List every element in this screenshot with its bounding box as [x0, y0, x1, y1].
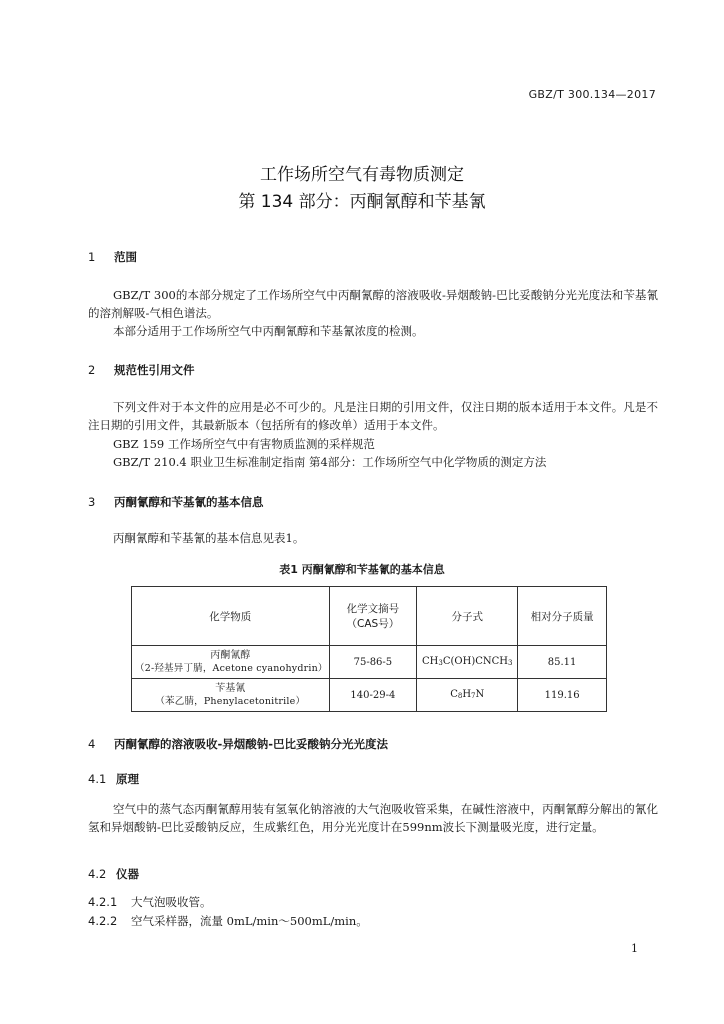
section-title: 丙酮氰醇和苄基氰的基本信息	[114, 495, 264, 509]
section-number: 4	[88, 737, 96, 751]
page-number: 1	[631, 942, 638, 955]
table-caption: 表1 丙酮氰醇和苄基氰的基本信息	[279, 563, 445, 576]
section-3-heading	[88, 494, 264, 510]
col-header-cas-line2: （CAS号）	[346, 618, 400, 630]
cell-molecular-weight: 85.11	[518, 646, 607, 679]
reference-gbz-t-210-4: GBZ/T 210.4 职业卫生标准制定指南 第4部分：工作场所空气中化学物质的测定方法	[113, 455, 547, 469]
section-number: 2	[88, 363, 96, 377]
section-4-1-paragraph: 空气中的蒸气态丙酮氰醇用装有氢氧化钠溶液的大气泡吸收管采集，在碱性溶液中，丙酮氰醇分解出的氰化氢和异烟酸钠-巴比妥酸钠反应，生成紫红色，用分光光度计在599nm波长下测量吸光度，进行定量。	[88, 802, 658, 834]
substance-name: 苄基氰	[215, 683, 246, 694]
reference-gbz-159: GBZ 159 工作场所空气中有害物质监测的采样规范	[113, 437, 375, 451]
col-header-formula: 分子式	[417, 587, 518, 646]
table-row	[132, 679, 607, 712]
section-number: 4.1	[88, 772, 107, 786]
substance-alias: （2-羟基异丁腈，Acetone cyanohydrin）	[135, 663, 328, 674]
clause-4-2-1	[88, 894, 212, 910]
document-title: 工作场所空气有毒物质测定	[260, 165, 464, 185]
section-1-paragraph-2: 本部分适用于工作场所空气中丙酮氰醇和苄基氰浓度的检测。	[113, 324, 424, 338]
cell-formula	[417, 646, 518, 679]
table-header-row	[132, 587, 607, 646]
section-number: 3	[88, 495, 96, 509]
cell-cas: 140-29-4	[329, 679, 417, 712]
section-3-paragraph-1: 丙酮氰醇和苄基氰的基本信息见表1。	[113, 531, 305, 545]
section-number: 1	[88, 250, 96, 264]
formula-part: C(OH)CNCH	[442, 655, 508, 667]
document-subtitle: 第 134 部分：丙酮氰醇和苄基氰	[238, 192, 486, 212]
section-2-paragraph-1: 下列文件对于本文件的应用是必不可少的。凡是注日期的引用文件，仅注日期的版本适用于本文件。凡是不注日期的引用文件，其最新版本（包括所有的修改单）适用于本文件。	[88, 400, 658, 432]
cell-molecular-weight: 119.16	[518, 679, 607, 712]
clause-number: 4.2.2	[88, 914, 118, 928]
section-1-paragraph-1: GBZ/T 300的本部分规定了工作场所空气中丙酮氰醇的溶液吸收-异烟酸钠-巴比妥酸钠分光光度法和苄基氰的溶剂解吸-气相色谱法。	[88, 288, 658, 320]
basic-info-table	[131, 586, 607, 712]
formula-subscript: 7	[471, 691, 476, 700]
section-title: 丙酮氰醇的溶液吸收-异烟酸钠-巴比妥酸钠分光光度法	[114, 737, 389, 751]
col-header-molecular-weight: 相对分子质量	[518, 587, 607, 646]
section-1-heading	[88, 249, 137, 265]
section-number: 4.2	[88, 867, 107, 881]
section-title: 范围	[114, 250, 138, 264]
col-header-cas-line1: 化学文摘号	[346, 603, 400, 615]
clause-text: 大气泡吸收管。	[131, 895, 212, 909]
formula-part: H	[462, 688, 472, 700]
formula-subscript: 8	[457, 691, 463, 700]
section-2-heading	[88, 362, 195, 378]
section-title: 规范性引用文件	[114, 363, 195, 377]
cell-substance	[132, 646, 330, 679]
clause-number: 4.2.1	[88, 895, 118, 909]
col-header-substance: 化学物质	[132, 587, 330, 646]
substance-name: 丙酮氰醇	[210, 650, 251, 661]
clause-4-2-2	[88, 913, 368, 929]
substance-alias: （苯乙腈，Phenylacetonitrile）	[155, 696, 306, 707]
clause-text: 空气采样器，流量 0mL/min～500mL/min。	[131, 914, 368, 928]
section-title: 原理	[116, 772, 139, 786]
section-4-2-heading	[88, 866, 139, 882]
section-4-1-heading	[88, 771, 139, 787]
formula-subscript: 3	[508, 658, 513, 667]
cell-formula	[417, 679, 518, 712]
cell-substance	[132, 679, 330, 712]
formula-part: N	[475, 688, 485, 700]
cell-cas: 75-86-5	[329, 646, 417, 679]
standard-code: GBZ/T 300.134—2017	[528, 88, 656, 101]
section-title: 仪器	[116, 867, 139, 881]
col-header-cas	[329, 587, 417, 646]
formula-part: C	[450, 688, 458, 700]
section-4-heading	[88, 736, 388, 752]
table-row	[132, 646, 607, 679]
formula-subscript: 3	[438, 658, 443, 667]
formula-part: CH	[422, 655, 439, 667]
